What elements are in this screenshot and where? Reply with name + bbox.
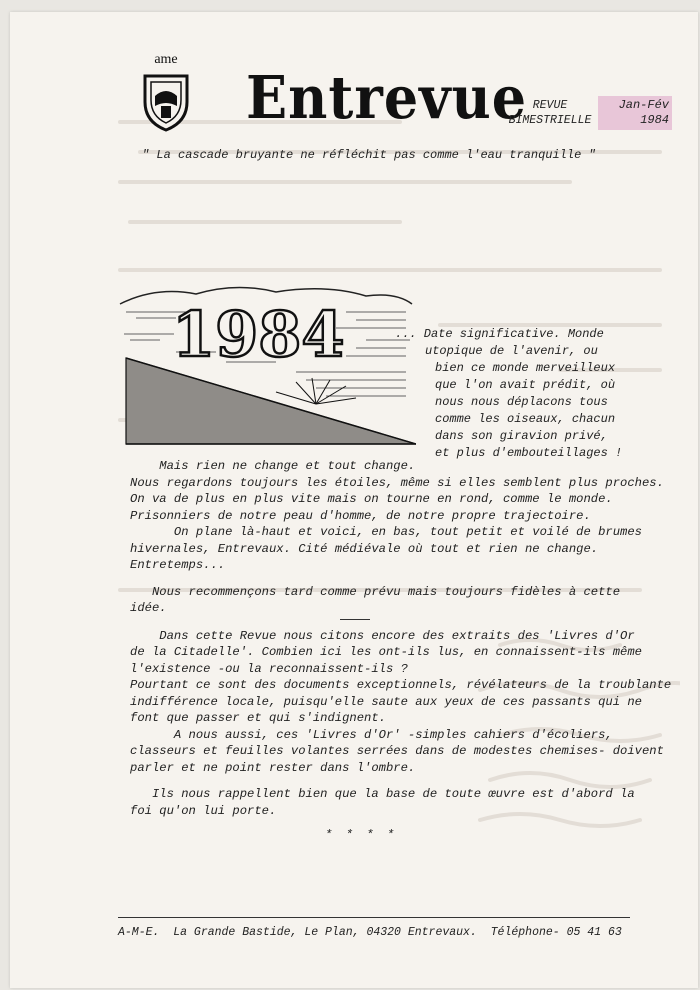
paragraph-3 [130, 628, 670, 777]
footer-divider [118, 917, 630, 918]
text-line: classeurs et feuilles volantes serrées dans de modestes chemises- doivent [130, 744, 664, 758]
caption-line: dans son giravion privé, [435, 429, 608, 443]
text-line: idée. [130, 601, 167, 615]
text-line: On plane là-haut et voici, en bas, tout petit et voilé de brumes [130, 525, 642, 539]
frequency-label: BIMESTRIELLE [508, 114, 592, 127]
text-line: Ils nous rappellent bien que la base de toute œuvre est d'abord la [130, 787, 635, 801]
1984-illustration [116, 282, 416, 452]
year-art-text: 1984 [172, 298, 345, 371]
text-line: foi qu'on lui porte. [130, 803, 277, 818]
caption-line: bien ce monde merveilleux [435, 361, 616, 375]
caption-line: comme les oiseaux, chacun [435, 412, 616, 426]
text-line: hivernales, Entrevaux. Cité médiévale où tout et rien ne change. [130, 541, 599, 556]
logo-abbreviation: ame [154, 52, 178, 67]
section-divider [340, 619, 370, 620]
illustration-caption [395, 326, 665, 462]
motto-quote: " La cascade bruyante ne réfléchit pas comme l'eau tranquille " [142, 148, 596, 162]
publication-type [505, 98, 595, 128]
text-line: Dans cette Revue nous citons encore des extraits des 'Livres d'Or [130, 628, 635, 643]
text-line: Mais rien ne change et tout change. [130, 459, 416, 473]
caption-line: ... Date significative. Monde [395, 327, 604, 341]
paragraph-1 [130, 458, 670, 574]
text-line: de la Citadelle'. Combien ici les ont-ils lus, en connaissent-ils même [130, 645, 642, 659]
shield-crest-icon [141, 72, 191, 132]
issue-year: 1984 [640, 113, 669, 127]
text-line: A nous aussi, ces 'Livres d'Or' -simples cahiers d'écoliers, [130, 727, 613, 742]
text-line: parler et ne point rester dans l'ombre. [130, 760, 416, 775]
paragraph-2 [130, 584, 670, 617]
text-line: On va de plus en plus vite mais on tourne en rond, comme le monde. [130, 492, 613, 506]
caption-line: utopique de l'avenir, ou [425, 344, 598, 358]
text-line: l'existence -ou la reconnaissent-ils ? [130, 661, 408, 676]
ame-association-logo [138, 52, 194, 138]
caption-line: et plus d'embouteillages ! [435, 446, 623, 460]
issue-date [598, 96, 672, 130]
footer-address: A-M-E. La Grande Bastide, Le Plan, 04320 Entrevaux. Téléphone- 05 41 63 [118, 926, 622, 939]
text-line: Prisonniers de notre peau d'homme, de notre propre trajectoire. [130, 508, 591, 523]
caption-line: que l'on avait prédit, où [435, 378, 616, 392]
revue-label: REVUE [532, 99, 568, 112]
article-body [130, 458, 670, 844]
issue-period: Jan-Fév [618, 98, 669, 112]
caption-line: nous nous déplacons tous [435, 395, 608, 409]
paragraph-4 [130, 786, 670, 819]
text-line: Entretemps... [130, 558, 226, 572]
text-line: indifférence locale, puisqu'elle saute aux yeux de ces passants qui ne [130, 694, 642, 709]
text-line: Pourtant ce sont des documents exceptionnels, révélateurs de la troublante [130, 678, 672, 692]
text-line: Nous regardons toujours les étoiles, même si elles semblent plus proches. [130, 475, 664, 490]
text-line: Nous recommençons tard comme prévu mais toujours fidèles à cette [130, 584, 621, 599]
closing-asterisks: * * * * [325, 828, 398, 842]
text-line: font que passer et qui s'indignent. [130, 711, 386, 725]
masthead-title: Entrevue [246, 62, 528, 133]
